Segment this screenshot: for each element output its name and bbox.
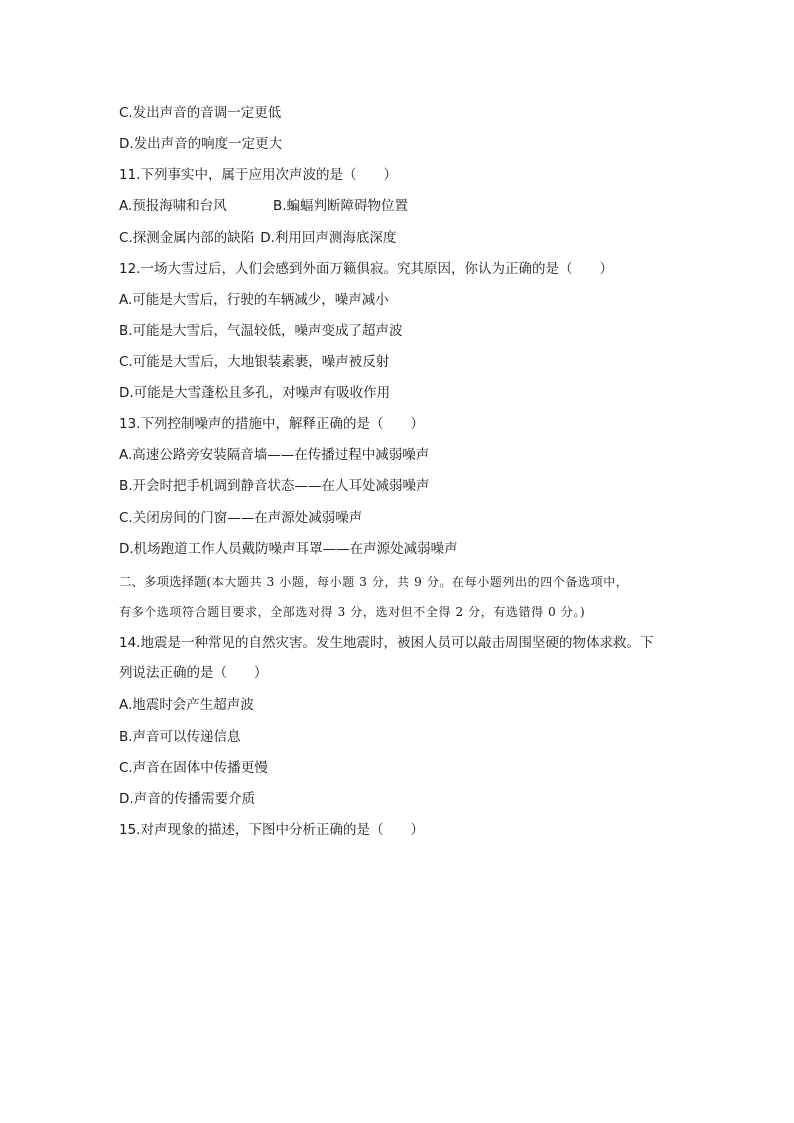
q15-stem: 15.对声现象的描述，下图中分析正确的是（ ） [119, 822, 424, 838]
section-2-header [119, 573, 628, 591]
q14-option-b: B.声音可以传递信息 [119, 729, 241, 745]
q12-option-c: C.可能是大雪后，大地银装素裹，噪声被反射 [119, 354, 390, 370]
section-2-title: 二、多项选择题 [119, 574, 207, 589]
q11-stem: 11.下列事实中，属于应用次声波的是（ ） [119, 167, 397, 183]
q14-option-d: D.声音的传播需要介质 [119, 791, 256, 807]
q11-option-c: C.探测金属内部的缺陷 [119, 230, 255, 246]
q12-option-b: B.可能是大雪后，气温较低，噪声变成了超声波 [119, 323, 403, 339]
section-2-note-continued: 有多个选项符合题目要求，全部选对得 3 分，选对但不全得 2 分，有选错得 0 分。) [119, 605, 586, 619]
q14-stem: 14.地震是一种常见的自然灾害。发生地震时，被困人员可以敲击周围坚硬的物体求救。下 [119, 635, 654, 651]
q13-option-b: B.开会时把手机调到静音状态——在人耳处减弱噪声 [119, 478, 430, 494]
section-2-note: (本大题共 3 小题，每小题 3 分，共 9 分。在每小题列出的四个备选项中， [206, 575, 629, 589]
q11-option-d: D.利用回声测海底深度 [260, 230, 397, 246]
q14-stem-continued: 列说法正确的是（ ） [119, 665, 268, 681]
q11-options-row-1 [119, 197, 408, 215]
q13-option-a: A.高速公路旁安装隔音墙——在传播过程中减弱噪声 [119, 447, 430, 463]
q11-option-b: B.蝙蝠判断障碍物位置 [273, 198, 409, 214]
q14-option-a: A.地震时会产生超声波 [119, 697, 254, 713]
q13-option-d: D.机场跑道工作人员戴防噪声耳罩——在声源处减弱噪声 [119, 541, 458, 557]
q12-option-a: A.可能是大雪后，行驶的车辆减少，噪声减小 [119, 292, 389, 308]
q13-option-c: C.关闭房间的门窗——在声源处减弱噪声 [119, 510, 363, 526]
q14-option-c: C.声音在固体中传播更慢 [119, 760, 268, 776]
q11-options-row-2 [119, 229, 396, 247]
q12-stem: 12.一场大雪过后，人们会感到外面万籁俱寂。究其原因，你认为正确的是（ ） [119, 261, 613, 277]
q10-option-d: D.发出声音的响度一定更大 [119, 136, 283, 152]
q10-option-c: C.发出声音的音调一定更低 [119, 105, 282, 121]
q11-option-a: A.预报海啸和台风 [119, 198, 227, 214]
q12-option-d: D.可能是大雪蓬松且多孔，对噪声有吸收作用 [119, 385, 391, 401]
q13-stem: 13.下列控制噪声的措施中，解释正确的是（ ） [119, 416, 424, 432]
